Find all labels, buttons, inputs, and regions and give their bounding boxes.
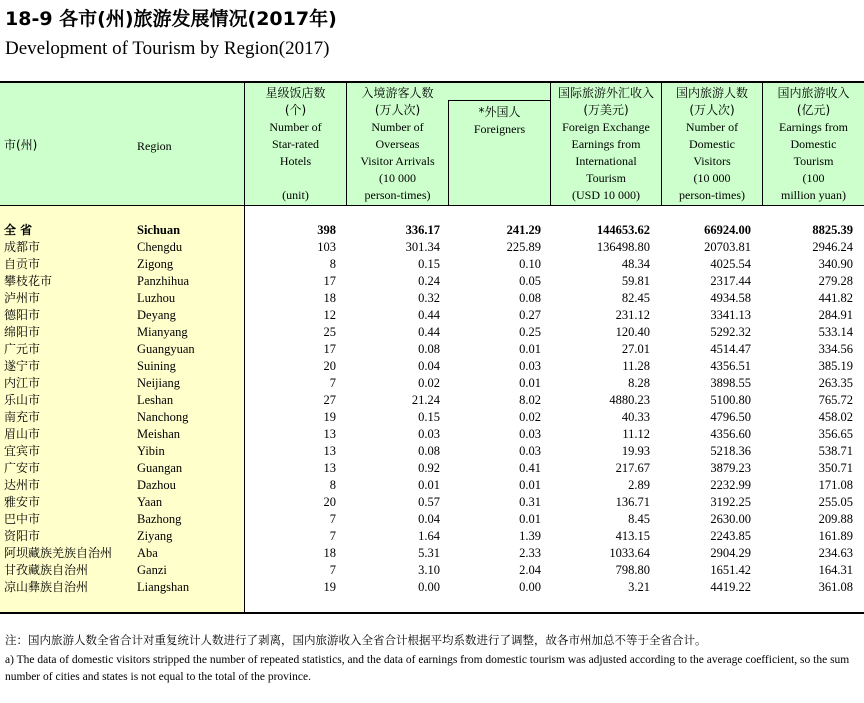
value-cell: 8825.39 [812,223,853,237]
region-en-cell: Neijiang [137,376,181,390]
value-cell: 171.08 [818,478,853,492]
table-row [0,579,864,596]
value-cell: 5218.36 [710,444,751,458]
value-cell: 538.71 [818,444,853,458]
value-cell: 4419.22 [710,580,751,594]
value-cell: 27.01 [621,342,650,356]
value-cell: 2904.29 [710,546,751,560]
table-row [0,256,864,273]
table-row [0,358,864,375]
value-cell: 18 [323,291,336,305]
table-row [0,545,864,562]
header-foreigners: *外国人 Foreigners [473,105,526,136]
value-cell: 0.44 [418,308,440,322]
region-en-cell: Leshan [137,393,174,407]
value-cell: 336.17 [405,223,440,237]
value-cell: 0.02 [418,376,440,390]
value-cell: 136498.80 [596,240,650,254]
value-cell: 3.10 [418,563,440,577]
region-cn-cell: 阿坝藏族羌族自治州 [4,546,113,560]
region-cn-cell: 绵阳市 [4,325,41,339]
value-cell: 0.03 [519,359,541,373]
region-en-cell: Mianyang [137,325,188,339]
value-cell: 4356.60 [710,427,751,441]
region-cn-cell: 成都市 [4,240,41,254]
region-cn-cell: 自贡市 [4,257,41,271]
value-cell: 4025.54 [710,257,751,271]
region-en-cell: Suining [137,359,176,373]
page-title: 18-9 各市(州)旅游发展情况(2017年) [5,8,337,30]
value-cell: 0.08 [418,444,440,458]
region-cn-cell: 遂宁市 [4,359,41,373]
region-cn-cell: 德阳市 [4,308,41,322]
value-cell: 1.64 [418,529,440,543]
region-cn-cell: 广元市 [4,342,41,356]
region-cn-cell: 南充市 [4,410,41,424]
region-cn-cell: 宜宾市 [4,444,41,458]
value-cell: 0.27 [519,308,541,322]
region-en-cell: Ganzi [137,563,167,577]
header-forex-earnings: 国际旅游外汇收入 (万美元) Foreign Exchange Earnings from International Tourism (USD 10 000) [557,86,654,202]
value-cell: 241.29 [506,223,541,237]
page-subtitle: Development of Tourism by Region(2017) [5,38,330,59]
value-cell: 2.04 [519,563,541,577]
value-cell: 2243.85 [710,529,751,543]
value-cell: 361.08 [818,580,853,594]
value-cell: 144653.62 [596,223,650,237]
value-cell: 385.19 [818,359,853,373]
region-en-cell: Aba [137,546,158,560]
value-cell: 2630.00 [710,512,751,526]
value-cell: 0.03 [519,427,541,441]
value-cell: 5292.32 [710,325,751,339]
value-cell: 1651.42 [710,563,751,577]
region-cn-cell: 雅安市 [4,495,41,509]
value-cell: 20 [323,495,336,509]
value-cell: 4880.23 [609,393,650,407]
value-cell: 0.01 [519,342,541,356]
value-cell: 7 [329,512,336,526]
region-en-cell: Chengdu [137,240,183,254]
value-cell: 3.21 [628,580,650,594]
region-cn-cell: 达州市 [4,478,41,492]
header-hotels: 星级饭店数 (个) Number of Star-rated Hotels (unit) [265,86,326,202]
value-cell: 20 [323,359,336,373]
value-cell: 301.34 [405,240,440,254]
value-cell: 11.28 [622,359,650,373]
value-cell: 0.25 [519,325,541,339]
value-cell: 0.00 [519,580,541,594]
region-cn-cell: 乐山市 [4,393,41,407]
region-cn-cell: 甘孜藏族自治州 [4,563,89,577]
table-row [0,290,864,307]
value-cell: 340.90 [818,257,853,271]
value-cell: 231.12 [615,308,650,322]
value-cell: 59.81 [621,274,650,288]
value-cell: 0.08 [418,342,440,356]
table-row [0,392,864,409]
value-cell: 20703.81 [704,240,751,254]
value-cell: 2.33 [519,546,541,560]
value-cell: 136.71 [615,495,650,509]
value-cell: 40.33 [621,410,650,424]
region-cn-cell: 全 省 [4,223,33,237]
value-cell: 0.01 [519,512,541,526]
value-cell: 5100.80 [710,393,751,407]
value-cell: 19.93 [621,444,650,458]
value-cell: 4934.58 [710,291,751,305]
table-row [0,375,864,392]
value-cell: 2232.99 [710,478,751,492]
table-row [0,307,864,324]
value-cell: 458.02 [818,410,853,424]
table-row-total [0,222,864,239]
table-row [0,239,864,256]
value-cell: 0.24 [418,274,440,288]
value-cell: 0.04 [418,512,440,526]
region-en-cell: Yibin [137,444,165,458]
region-cn-cell: 广安市 [4,461,41,475]
header-overseas-arrivals: 入境游客人数 (万人次) Number of Overseas Visitor Arrivals (10 000 person-times) [360,86,435,202]
value-cell: 533.14 [818,325,853,339]
table-row [0,460,864,477]
region-cn-cell: 攀枝花市 [4,274,53,288]
table-row [0,511,864,528]
value-cell: 7 [329,529,336,543]
value-cell: 263.35 [818,376,853,390]
table-bottom-rule [0,612,864,614]
value-cell: 0.03 [519,444,541,458]
value-cell: 798.80 [615,563,650,577]
region-en-cell: Meishan [137,427,181,441]
region-cn-cell: 资阳市 [4,529,41,543]
value-cell: 3879.23 [710,461,751,475]
value-cell: 7 [329,376,336,390]
value-cell: 4796.50 [710,410,751,424]
region-en-cell: Panzhihua [137,274,190,288]
region-cn-cell: 内江市 [4,376,41,390]
header-region: Region [137,139,172,153]
value-cell: 0.15 [418,410,440,424]
value-cell: 66924.00 [704,223,751,237]
value-cell: 0.32 [418,291,440,305]
value-cell: 12 [323,308,336,322]
value-cell: 350.71 [818,461,853,475]
value-cell: 48.34 [621,257,650,271]
region-cn-cell: 凉山彝族自治州 [4,580,89,594]
value-cell: 8.28 [628,376,650,390]
header-city: 市(州) [4,138,38,152]
region-en-cell: Guangan [137,461,183,475]
value-cell: 3341.13 [710,308,751,322]
value-cell: 19 [323,580,336,594]
value-cell: 0.00 [418,580,440,594]
value-cell: 19 [323,410,336,424]
value-cell: 0.31 [519,495,541,509]
value-cell: 0.08 [519,291,541,305]
header-domestic-visitors: 国内旅游人数 (万人次) Number of Domestic Visitors (10 000 person-times) [675,86,748,202]
region-en-cell: Sichuan [137,223,181,237]
value-cell: 4356.51 [710,359,751,373]
subheader-divider [448,100,550,101]
table-row [0,494,864,511]
value-cell: 8.02 [519,393,541,407]
value-cell: 0.57 [418,495,440,509]
region-en-cell: Deyang [137,308,176,322]
value-cell: 13 [323,427,336,441]
value-cell: 5.31 [418,546,440,560]
region-en-cell: Guangyuan [137,342,195,356]
value-cell: 255.05 [818,495,853,509]
table-row [0,528,864,545]
table-row [0,324,864,341]
value-cell: 4514.47 [710,342,751,356]
region-cn-cell: 眉山市 [4,427,41,441]
region-en-cell: Liangshan [137,580,190,594]
value-cell: 217.67 [615,461,650,475]
value-cell: 0.03 [418,427,440,441]
value-cell: 0.10 [519,257,541,271]
region-en-cell: Dazhou [137,478,176,492]
value-cell: 1033.64 [609,546,650,560]
value-cell: 8 [329,478,336,492]
region-en-cell: Nanchong [137,410,189,424]
region-en-cell: Ziyang [137,529,173,543]
value-cell: 11.12 [622,427,650,441]
value-cell: 13 [323,461,336,475]
value-cell: 3898.55 [710,376,751,390]
value-cell: 0.15 [418,257,440,271]
value-cell: 234.63 [818,546,853,560]
region-cn-cell: 泸州市 [4,291,41,305]
value-cell: 441.82 [818,291,853,305]
footnote-cn: 注：国内旅游人数全省合计对重复统计人数进行了剥离，国内旅游收入全省合计根据平均系数进行了调整，故各市州加总不等于全省合计。 [5,633,707,647]
table-row [0,443,864,460]
table-row [0,426,864,443]
value-cell: 2317.44 [710,274,751,288]
value-cell: 8.45 [628,512,650,526]
value-cell: 0.01 [418,478,440,492]
value-cell: 284.91 [818,308,853,322]
value-cell: 0.02 [519,410,541,424]
value-cell: 17 [323,342,336,356]
value-cell: 82.45 [621,291,650,305]
table-row [0,477,864,494]
value-cell: 103 [317,240,336,254]
region-en-cell: Bazhong [137,512,182,526]
value-cell: 0.92 [418,461,440,475]
value-cell: 0.01 [519,376,541,390]
value-cell: 161.89 [818,529,853,543]
region-en-cell: Zigong [137,257,174,271]
value-cell: 120.40 [615,325,650,339]
value-cell: 2.89 [628,478,650,492]
value-cell: 8 [329,257,336,271]
value-cell: 356.65 [818,427,853,441]
table-row [0,341,864,358]
table-row [0,273,864,290]
region-en-cell: Luzhou [137,291,176,305]
value-cell: 0.01 [519,478,541,492]
value-cell: 1.39 [519,529,541,543]
value-cell: 13 [323,444,336,458]
table-row [0,409,864,426]
value-cell: 17 [323,274,336,288]
footnote-en: a) The data of domestic visitors stripped the number of repeated statistics, and the data of earnings from domestic tourism was adjusted according to the average coefficient, so the sum number of cities and states is not equal to the total of the province. [5,654,850,683]
value-cell: 27 [323,393,336,407]
value-cell: 3192.25 [710,495,751,509]
value-cell: 225.89 [506,240,541,254]
value-cell: 7 [329,563,336,577]
value-cell: 765.72 [818,393,853,407]
value-cell: 0.44 [418,325,440,339]
value-cell: 398 [317,223,336,237]
table-row [0,562,864,579]
value-cell: 209.88 [818,512,853,526]
value-cell: 0.04 [418,359,440,373]
value-cell: 279.28 [818,274,853,288]
region-cn-cell: 巴中市 [4,512,41,526]
header-domestic-earnings: 国内旅游收入 (亿元) Earnings from Domestic Tourism (100 million yuan) [777,86,850,202]
value-cell: 413.15 [615,529,650,543]
value-cell: 164.31 [818,563,853,577]
region-en-cell: Yaan [137,495,163,509]
header-divider [0,205,864,206]
value-cell: 0.05 [519,274,541,288]
value-cell: 18 [323,546,336,560]
value-cell: 2946.24 [812,240,853,254]
value-cell: 21.24 [411,393,440,407]
value-cell: 0.41 [519,461,541,475]
value-cell: 25 [323,325,336,339]
value-cell: 334.56 [818,342,853,356]
